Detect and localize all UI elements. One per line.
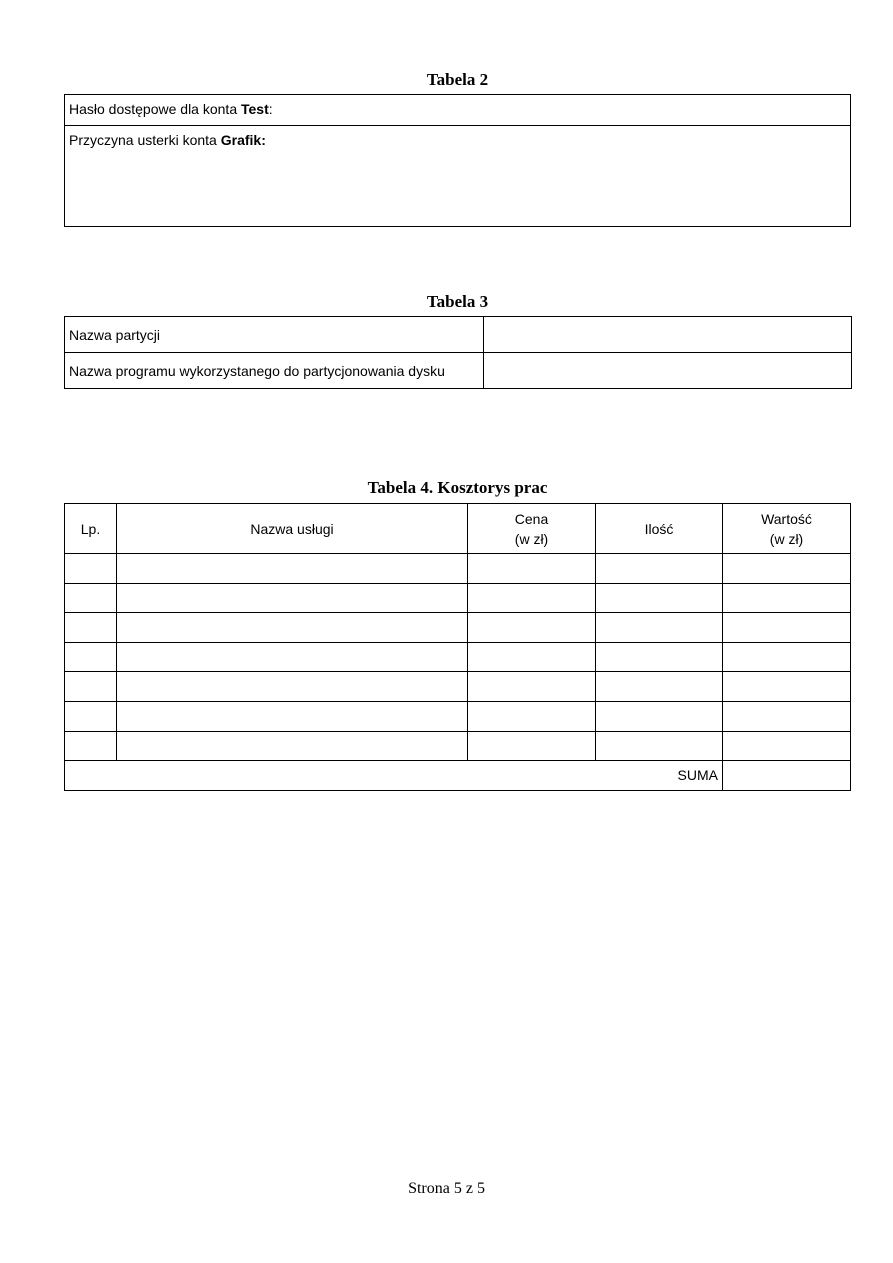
quantity-cell[interactable] — [596, 554, 723, 584]
header-price-line2: (w zł) — [514, 530, 549, 547]
header-price — [468, 504, 596, 554]
lp-cell[interactable] — [65, 642, 117, 672]
table-row — [65, 317, 852, 353]
page-number: Strona 5 z 5 — [408, 1180, 485, 1197]
lp-cell[interactable] — [65, 583, 117, 613]
sum-value-cell[interactable] — [723, 761, 851, 791]
value-cell[interactable] — [723, 731, 851, 761]
partition-program-label: Nazwa programu wykorzystanego do partycjonowania dysku — [65, 353, 484, 389]
quantity-cell[interactable] — [596, 583, 723, 613]
price-cell[interactable] — [468, 672, 596, 702]
table-row — [65, 731, 851, 761]
grafik-account-name: Grafik: — [220, 132, 266, 148]
price-cell[interactable] — [468, 642, 596, 672]
quantity-cell[interactable] — [596, 701, 723, 731]
service-name-cell[interactable] — [117, 583, 468, 613]
price-cell[interactable] — [468, 583, 596, 613]
lp-cell[interactable] — [65, 613, 117, 643]
partition-name-value[interactable] — [484, 317, 852, 353]
cost-estimate-table — [64, 503, 851, 791]
service-name-cell[interactable] — [117, 613, 468, 643]
quantity-cell[interactable] — [596, 731, 723, 761]
service-name-cell[interactable] — [117, 701, 468, 731]
lp-cell[interactable] — [65, 672, 117, 702]
value-cell[interactable] — [723, 583, 851, 613]
service-name-cell[interactable] — [117, 731, 468, 761]
grafik-fault-cell[interactable] — [65, 126, 851, 227]
table3 — [64, 316, 852, 389]
table3-title: Tabela 3 — [426, 292, 489, 311]
header-value-line1: Wartość — [761, 510, 812, 527]
price-cell[interactable] — [468, 701, 596, 731]
test-password-colon: : — [268, 101, 273, 117]
lp-cell[interactable] — [65, 701, 117, 731]
header-quantity: Ilość — [596, 504, 723, 554]
test-password-label: Hasło dostępowe dla konta — [69, 101, 241, 117]
table-row — [65, 672, 851, 702]
table-row — [65, 613, 851, 643]
header-lp: Lp. — [65, 504, 117, 554]
value-cell[interactable] — [723, 642, 851, 672]
value-cell[interactable] — [723, 672, 851, 702]
table-row — [65, 701, 851, 731]
header-price-line1: Cena — [514, 510, 549, 527]
lp-cell[interactable] — [65, 731, 117, 761]
test-password-cell[interactable] — [65, 95, 851, 126]
table-row — [65, 353, 852, 389]
value-cell[interactable] — [723, 701, 851, 731]
header-value — [723, 504, 851, 554]
quantity-cell[interactable] — [596, 613, 723, 643]
quantity-cell[interactable] — [596, 672, 723, 702]
sum-label: SUMA — [65, 761, 723, 791]
table4-title: Tabela 4. Kosztorys prac — [367, 478, 548, 497]
table-header-row — [65, 504, 851, 554]
service-name-cell[interactable] — [117, 642, 468, 672]
value-cell[interactable] — [723, 613, 851, 643]
table2 — [64, 94, 851, 227]
partition-name-label: Nazwa partycji — [65, 317, 484, 353]
partition-program-value[interactable] — [484, 353, 852, 389]
grafik-fault-label: Przyczyna usterki konta — [69, 132, 221, 148]
value-cell[interactable] — [723, 554, 851, 584]
lp-cell[interactable] — [65, 554, 117, 584]
header-service-name: Nazwa usługi — [117, 504, 468, 554]
table-row — [65, 554, 851, 584]
table-row — [65, 583, 851, 613]
sum-row — [65, 761, 851, 791]
service-name-cell[interactable] — [117, 554, 468, 584]
header-value-line2: (w zł) — [769, 530, 804, 547]
service-name-cell[interactable] — [117, 672, 468, 702]
quantity-cell[interactable] — [596, 642, 723, 672]
table2-title: Tabela 2 — [426, 70, 489, 89]
price-cell[interactable] — [468, 731, 596, 761]
table-row — [65, 642, 851, 672]
price-cell[interactable] — [468, 554, 596, 584]
test-account-name: Test — [241, 101, 269, 117]
price-cell[interactable] — [468, 613, 596, 643]
